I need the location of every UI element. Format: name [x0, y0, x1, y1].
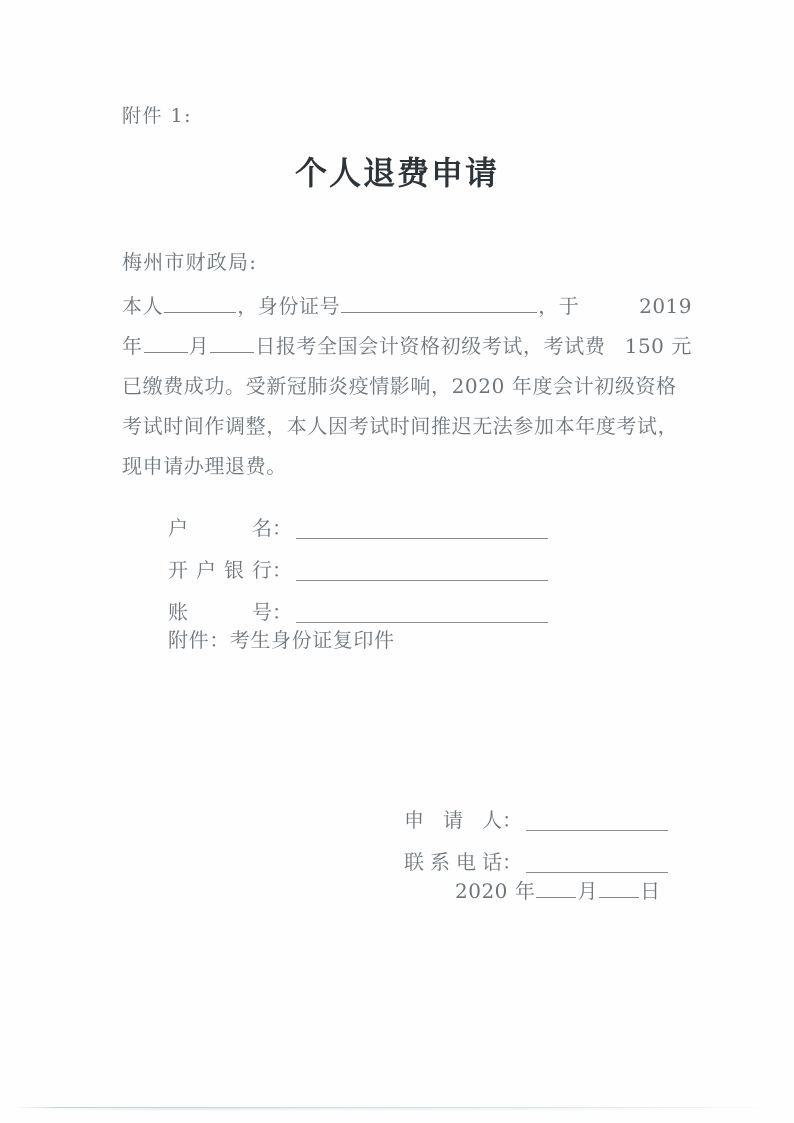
signature-label-applicant: 申请人 [404, 808, 502, 832]
signature-date-month-unit: 月 [577, 879, 599, 903]
body-line-5: 现申请办理退费。 [122, 454, 287, 478]
body-paragraph [122, 286, 692, 486]
field-row-account-name [168, 500, 548, 542]
account-name-input[interactable] [296, 516, 548, 539]
field-label-account-name: 户名 [168, 516, 272, 540]
signature-row-applicant [404, 792, 668, 834]
body-text-segment: 月 [188, 334, 210, 358]
field-colon: ： [272, 516, 292, 540]
signature-day-blank-field[interactable] [599, 878, 639, 898]
field-colon: ： [272, 558, 292, 582]
attachment-requirement-note: 附件：考生身份证复印件 [168, 628, 395, 652]
scan-edge-artifact-soft [24, 1108, 734, 1110]
field-label-bank-name: 开户银行 [168, 558, 272, 582]
body-text-segment: 年 [122, 334, 143, 358]
id-number-blank-field[interactable] [341, 293, 537, 313]
exam-fee-value: 150 [624, 334, 665, 358]
signature-date-year-unit: 年 [514, 879, 536, 903]
exam-year-value: 2019 [639, 294, 692, 318]
body-line-3: 已缴费成功。受新冠肺炎疫情影响，2020 年度会计初级资格 [122, 374, 677, 398]
field-label-account-number: 账号 [168, 600, 272, 624]
signature-colon: ： [502, 808, 522, 832]
signature-month-blank-field[interactable] [536, 878, 576, 898]
applicant-signature-input[interactable] [526, 808, 668, 831]
day-blank-field[interactable] [210, 333, 254, 353]
body-line-2 [122, 326, 692, 366]
currency-unit: 元 [671, 334, 692, 358]
signature-colon: ： [502, 850, 522, 874]
body-text-segment: 本人 [122, 294, 164, 318]
signature-label-phone: 联系电话 [404, 850, 502, 874]
body-line-4: 考试时间作调整，本人因考试时间推迟无法参加本年度考试， [122, 414, 679, 438]
signature-block [404, 792, 668, 876]
field-row-account-number [168, 584, 548, 626]
contact-phone-input[interactable] [526, 850, 668, 873]
account-number-input[interactable] [296, 600, 548, 623]
salutation-recipient: 梅州市财政局: [122, 250, 258, 274]
body-text-segment: 日报考全国会计资格初级考试，考试费 [255, 334, 606, 358]
field-colon: ： [272, 600, 292, 624]
body-line-1 [122, 286, 692, 326]
page-title: 个人退费申请 [294, 154, 499, 192]
signature-date-day-unit: 日 [640, 879, 661, 903]
bank-name-input[interactable] [296, 558, 548, 581]
name-blank-field[interactable] [164, 293, 236, 313]
bank-info-fields [168, 500, 548, 626]
month-blank-field[interactable] [144, 333, 188, 353]
signature-date-row [455, 875, 661, 904]
body-text-segment: ，于 [538, 294, 580, 318]
signature-date-year: 2020 [455, 879, 508, 903]
body-text-segment: ，身份证号 [237, 294, 341, 318]
field-row-bank-name [168, 542, 548, 584]
attachment-number-label: 附件 1: [122, 105, 193, 127]
signature-row-phone [404, 834, 668, 876]
